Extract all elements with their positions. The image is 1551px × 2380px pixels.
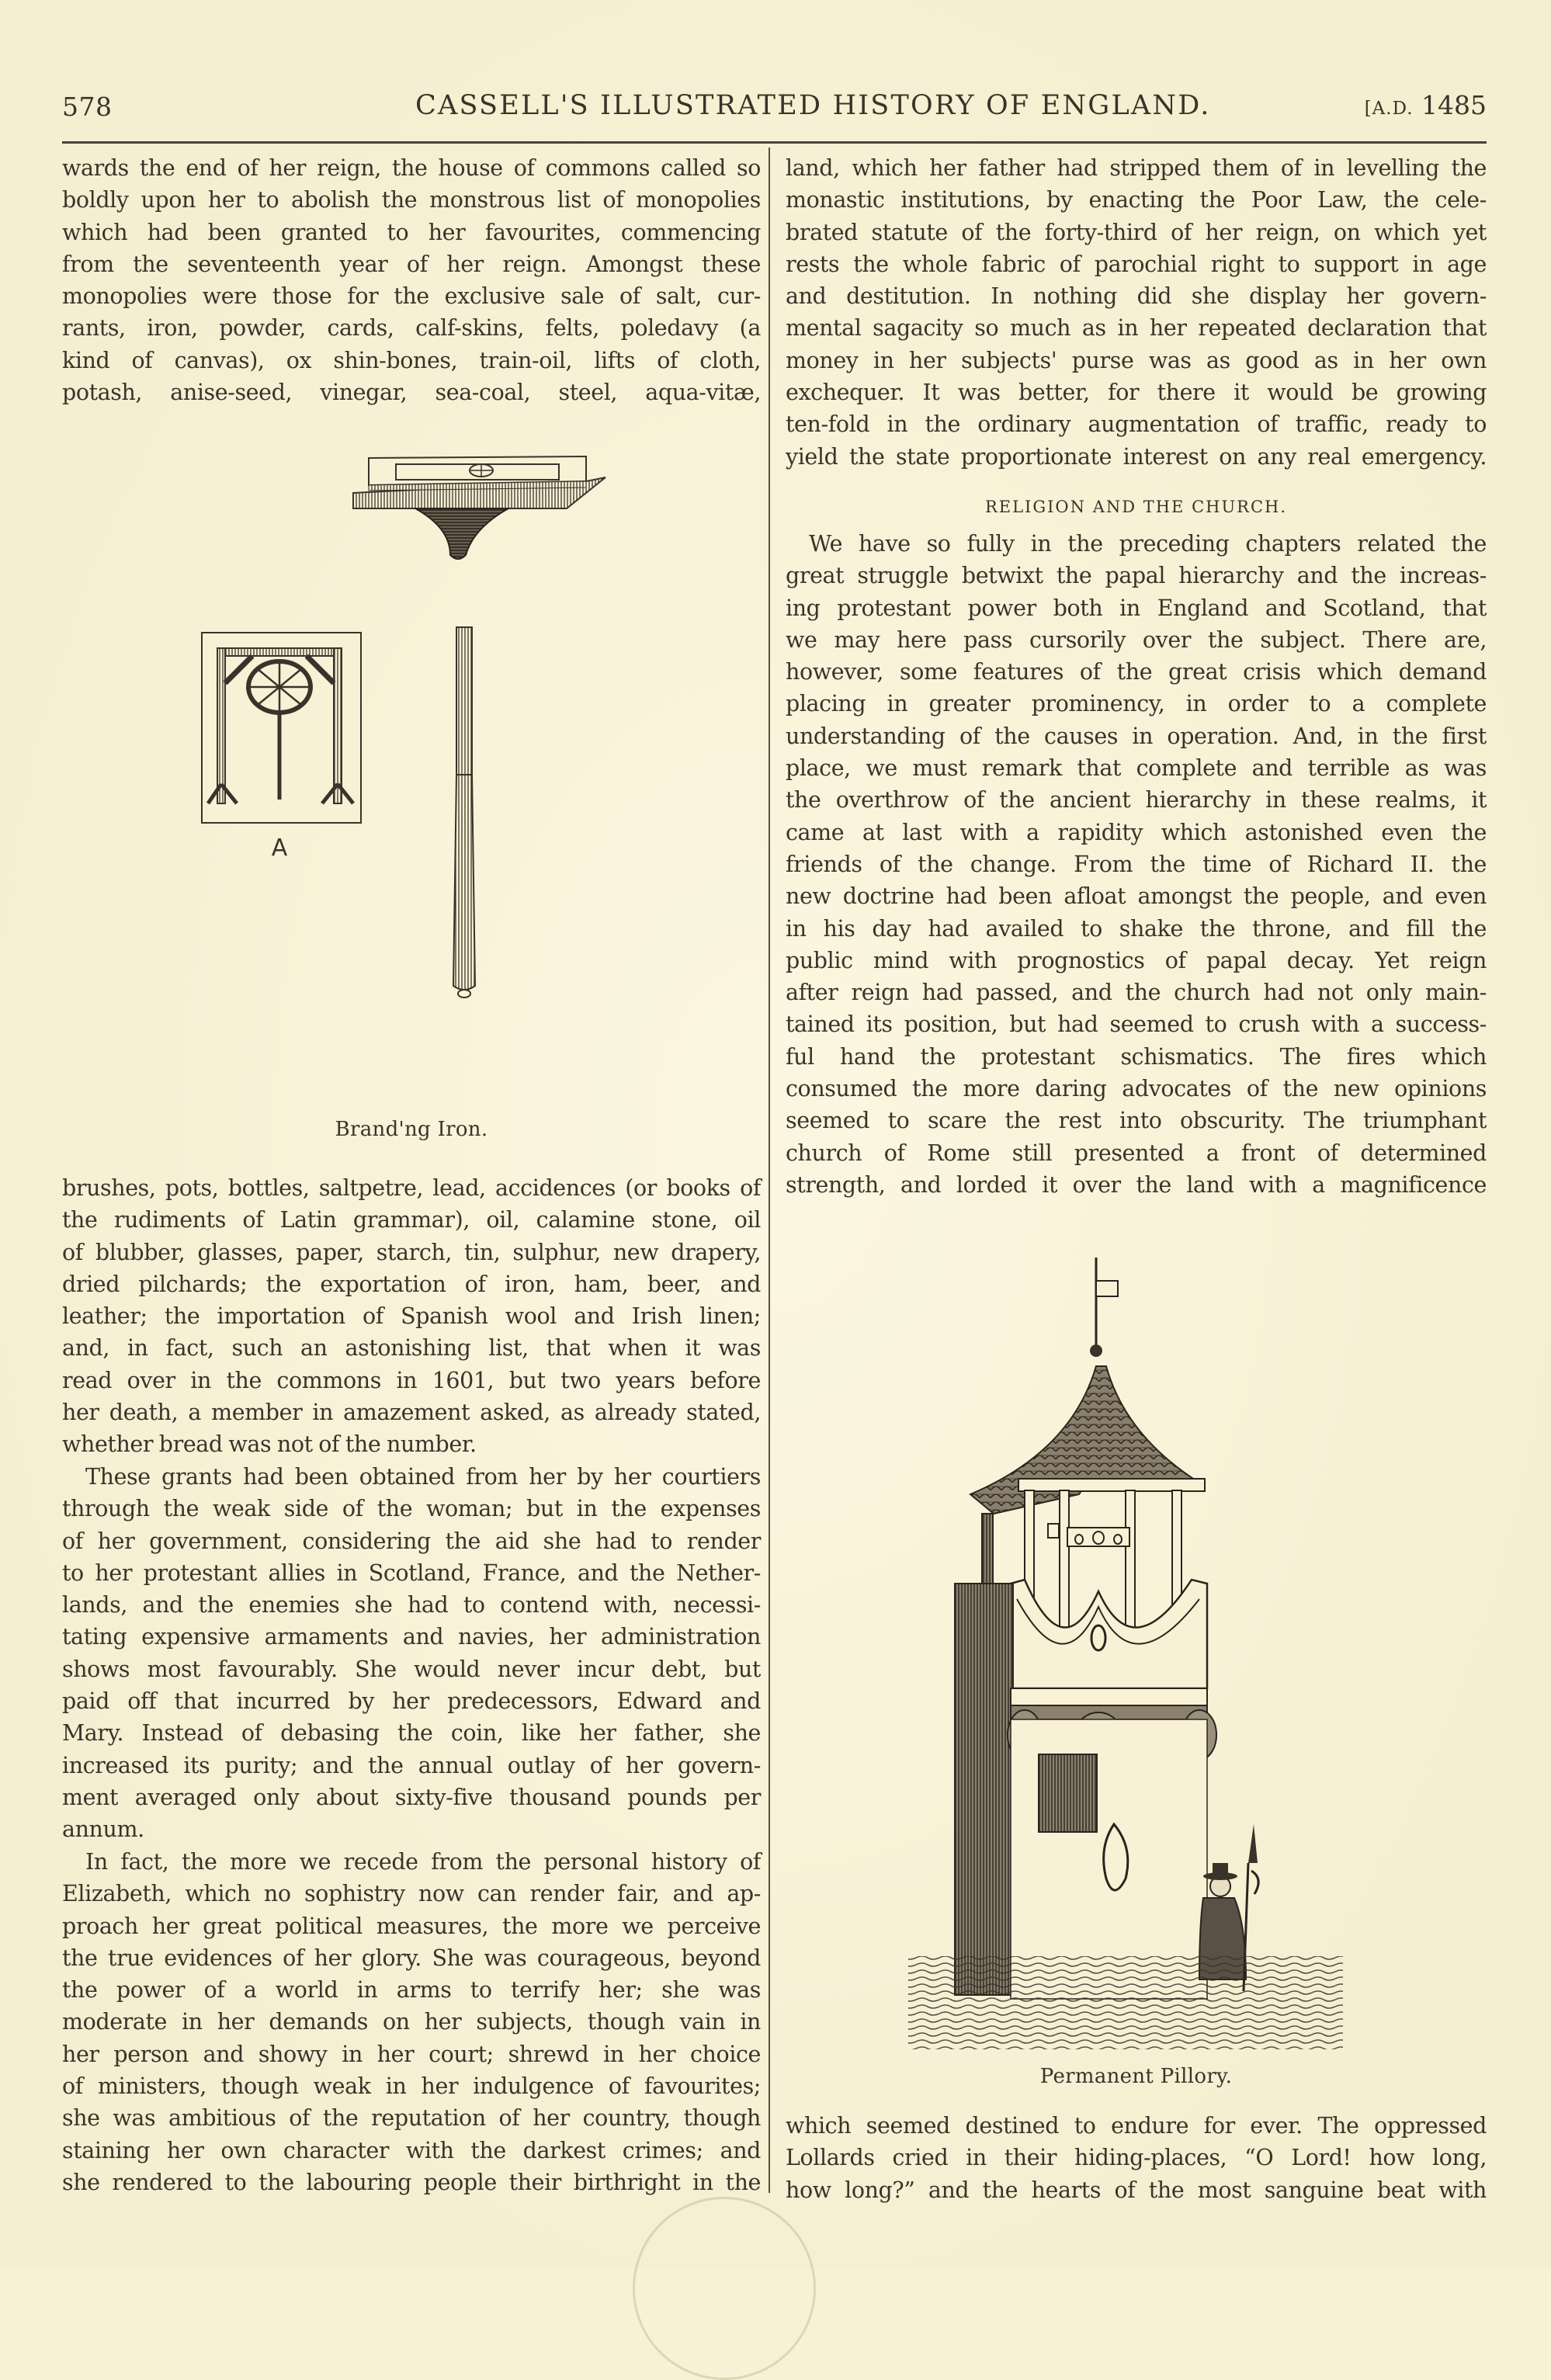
right-column-block-2 (786, 528, 1487, 1201)
text-line: which had been granted to her favourites, commencing (62, 219, 761, 245)
text-line: Elizabeth, which no sophistry now can render fair, and ap- (62, 1881, 761, 1907)
text-line: paid off that incurred by her predecessors, Edward and (62, 1688, 761, 1715)
date-year: 1485 (1421, 90, 1487, 120)
text-line: monastic institutions, by enacting the Poor Law, the cele- (786, 187, 1487, 213)
text-line: tained its position, but had seemed to crush with a success- (786, 1011, 1487, 1038)
text-line: leather; the importation of Spanish wool and Irish linen; (62, 1303, 761, 1330)
text-line: whether bread was not of the number. (62, 1431, 477, 1458)
pillory-illustration (893, 1234, 1397, 2057)
text-line: her death, a member in amazement asked, as already stated, (62, 1400, 761, 1426)
library-stamp (633, 2197, 816, 2380)
text-line: great struggle betwixt the papal hierarchy and the increas- (786, 563, 1487, 589)
branding-iron-caption: Brand'ng Iron. (335, 1118, 488, 1141)
date-prefix: [A.D. (1364, 99, 1414, 119)
text-line: of ministers, though weak in her indulgence of favourites; (62, 2073, 761, 2100)
text-line: placing in greater prominency, in order to a complete (786, 691, 1487, 717)
text-line: came at last with a rapidity which astonished even the (786, 819, 1487, 845)
text-line: ing protestant power both in England and Scotland, that (786, 595, 1487, 621)
text-line: land, which her father had stripped them of in levelling the (786, 155, 1487, 181)
text-line: ten-fold in the ordinary augmentation of traffic, ready to (786, 411, 1487, 438)
text-line: In fact, the more we recede from the personal history of (85, 1849, 761, 1875)
text-line: which seemed destined to endure for ever. The oppressed (786, 2113, 1487, 2139)
text-line: she was ambitious of the reputation of her country, though (62, 2105, 761, 2132)
text-line: the true evidences of her glory. She was courageous, beyond (62, 1945, 761, 1971)
text-line: strength, and lorded it over the land with a magnificence (786, 1171, 1487, 1198)
text-line: rants, iron, powder, cards, calf-skins, felts, poledavy (a (62, 315, 761, 342)
text-line: money in her subjects' purse was as good as in her own (786, 347, 1487, 373)
text-line: dried pilchards; the exportation of iron, ham, beer, and (62, 1271, 761, 1297)
text-line: of blubber, glasses, paper, starch, tin, sulphur, new drapery, (62, 1239, 761, 1265)
pillory-caption: Permanent Pillory. (1039, 2065, 1233, 2088)
text-line: to her protestant allies in Scotland, France, and the Nether- (62, 1559, 761, 1586)
text-line: understanding of the causes in operation. And, in the first (786, 723, 1487, 749)
pillory-pier (955, 1584, 1013, 1995)
text-line: and destitution. In nothing did she display her govern- (786, 283, 1487, 310)
date-marker (1365, 90, 1487, 120)
running-title: CASSELL'S ILLUSTRATED HISTORY OF ENGLAND. (415, 90, 1211, 121)
text-line: ful hand the protestant schismatics. The fires which (786, 1043, 1487, 1070)
text-line: moderate in her demands on her subjects, though vain in (62, 2009, 761, 2035)
brand-mark-a (202, 633, 361, 862)
text-line: from the seventeenth year of her reign. Amongst these (62, 251, 761, 277)
text-line: yield the state proportionate interest on any real emergency. (786, 443, 1487, 470)
branding-iron-illustration (194, 450, 629, 1110)
text-line: church of Rome still presented a front of determined (786, 1140, 1487, 1166)
text-line: Lollards cried in their hiding-places, “O Lord! how long, (786, 2145, 1487, 2171)
text-line: Mary. Instead of debasing the coin, like her father, she (62, 1720, 761, 1747)
text-line: ment averaged only about sixty-five thousand pounds per (62, 1784, 761, 1810)
text-line: staining her own character with the darkest crimes; and (62, 2137, 761, 2163)
text-line: brushes, pots, bottles, saltpetre, lead, accidences (or books of (62, 1175, 761, 1201)
text-line: the rudiments of Latin grammar), oil, calamine stone, oil (62, 1207, 761, 1233)
text-line: she rendered to the labouring people their birthright in the (62, 2169, 761, 2195)
header-rule (62, 141, 1487, 144)
text-line: in his day had availed to shake the throne, and fill the (786, 915, 1487, 942)
text-line: kind of canvas), ox shin-bones, train-oil, lifts of cloth, (62, 347, 761, 373)
text-line: potash, anise-seed, vinegar, sea-coal, steel, aqua-vitæ, (62, 380, 761, 406)
left-column-block-1 (62, 152, 761, 408)
text-line: consumed the more daring advocates of the new opinions (786, 1076, 1487, 1102)
branding-iron-handle (453, 627, 475, 997)
branding-iron-head (353, 456, 605, 559)
text-line: We have so fully in the preceding chapters related the (809, 531, 1487, 557)
ground-hatching (908, 1956, 1343, 2049)
left-column-block-4 (62, 1846, 761, 2198)
text-line: public mind with prognostics of papal decay. Yet reign (786, 947, 1487, 973)
text-line: through the weak side of the woman; but in the expenses (62, 1496, 761, 1522)
text-line: tating expensive armaments and navies, her administration (62, 1624, 761, 1650)
text-line: place, we must remark that complete and terrible as was (786, 755, 1487, 782)
text-line: her person and showy in her court; shrewd in her choice (62, 2041, 761, 2067)
text-line: wards the end of her reign, the house of commons called so (62, 155, 761, 181)
right-column-block-3 (786, 2110, 1487, 2206)
text-line: we may here pass cursorily over the subject. There are, (786, 626, 1487, 653)
text-line: brated statute of the forty-third of her reign, on which yet (786, 219, 1487, 245)
section-heading: RELIGION AND THE CHURCH. (984, 498, 1288, 516)
text-line: the power of a world in arms to terrify her; she was (62, 1977, 761, 2004)
text-line: read over in the commons in 1601, but two years before (62, 1367, 761, 1393)
text-line: proach her great political measures, the more we perceive (62, 1913, 761, 1939)
text-line: of her government, considering the aid she had to render (62, 1528, 761, 1554)
left-column-block-2 (62, 1172, 761, 1461)
text-line: seemed to scare the rest into obscurity. The triumphant (786, 1108, 1487, 1134)
text-line: lands, and the enemies she had to contend with, necessi- (62, 1592, 761, 1618)
text-line: These grants had been obtained from her by her courtiers (85, 1464, 761, 1490)
brand-mark-a-label: A (271, 834, 288, 862)
text-line: and, in fact, such an astonishing list, that when it was (62, 1335, 761, 1362)
text-line: how long?” and the hearts of the most sanguine beat with (786, 2177, 1487, 2203)
running-header (62, 85, 1487, 140)
right-column-block-1 (786, 152, 1487, 473)
page-number: 578 (62, 92, 113, 122)
text-line: exchequer. It was better, for there it would be growing (786, 380, 1487, 406)
text-line: increased its purity; and the annual outlay of her govern- (62, 1752, 761, 1778)
text-line: mental sagacity so much as in her repeated declaration that (786, 315, 1487, 342)
text-line: new doctrine had been afloat amongst the people, and even (786, 883, 1487, 910)
text-line: shows most favourably. She would never incur debt, but (62, 1656, 761, 1682)
text-line: boldly upon her to abolish the monstrous list of monopolies (62, 187, 761, 213)
text-line: annum. (62, 1816, 144, 1843)
weather-vane (1090, 1258, 1118, 1357)
text-line: rests the whole fabric of parochial right to support in age (786, 251, 1487, 277)
text-line: after reign had passed, and the church had not only main- (786, 980, 1487, 1006)
text-line: monopolies were those for the exclusive sale of salt, cur- (62, 283, 761, 310)
text-line: however, some features of the great crisis which demand (786, 659, 1487, 685)
left-column-block-3 (62, 1461, 761, 1846)
text-line: the overthrow of the ancient hierarchy in these realms, it (786, 787, 1487, 814)
text-line: friends of the change. From the time of Richard II. the (786, 851, 1487, 877)
section-heading-wrap (786, 489, 1487, 525)
column-divider (769, 147, 770, 2193)
